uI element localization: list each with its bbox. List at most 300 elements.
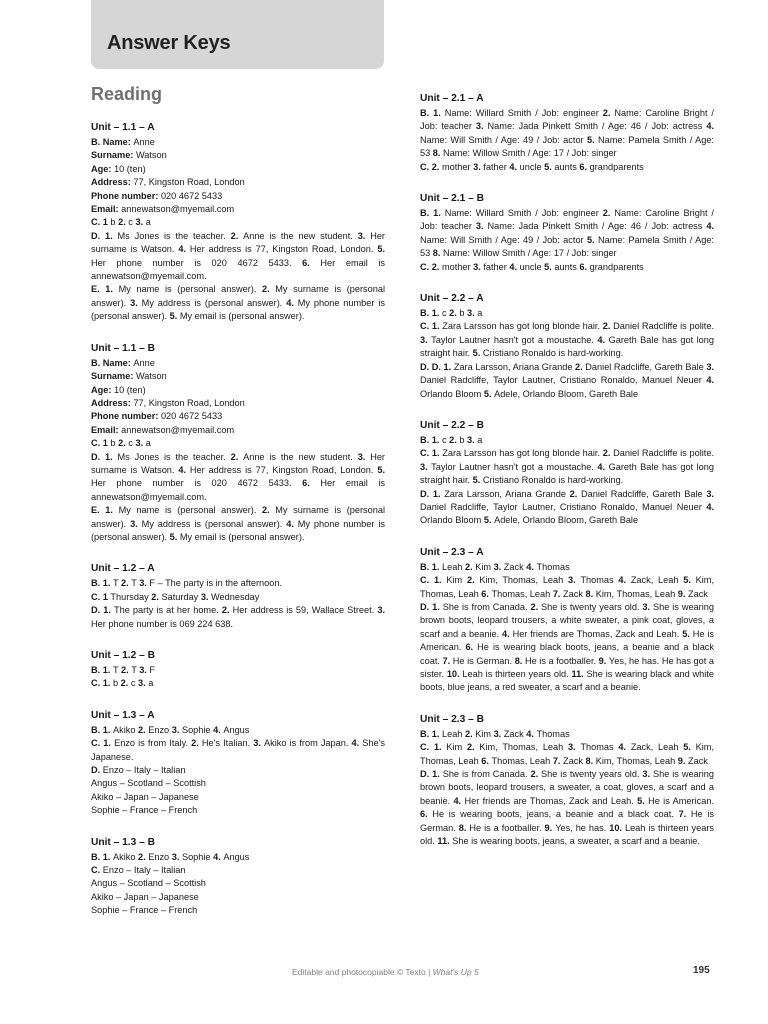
answer-line xyxy=(420,601,714,695)
answer-line xyxy=(91,877,385,890)
answer-label: 3. xyxy=(642,769,653,780)
answer-label: 4. xyxy=(178,244,190,255)
answer-label: B. 1. xyxy=(420,208,445,219)
answer-text: The party is at her home. xyxy=(114,605,222,616)
answer-text: c xyxy=(128,217,136,228)
answer-label: 9. xyxy=(677,588,688,599)
answer-label: 5. xyxy=(683,575,696,586)
answer-label: 7. xyxy=(552,588,564,599)
answer-label: 6. xyxy=(302,257,321,268)
answer-text: Her address is 77, Kingston Road, London. xyxy=(189,464,378,475)
answer-text: She is wearing brown boots, leopard trousers, a white sweater, a pink coat, gloves, a scarf and a beanie. xyxy=(420,601,714,639)
unit-block xyxy=(91,342,385,545)
answer-label: 3. xyxy=(200,591,212,602)
answer-text: 77, Kingston Road, London xyxy=(133,397,245,408)
answer-label: B. 1. xyxy=(91,724,113,735)
footer-prefix: Editable and photocopiable © Texto | xyxy=(292,967,433,977)
answer-text: She is twenty years old. xyxy=(541,769,643,780)
answer-text: Adele, Orlando Bloom, Gareth Bale xyxy=(494,515,639,526)
answer-text: Cristiano Ronaldo is hard-working. xyxy=(482,348,624,359)
answer-text: Sophie xyxy=(181,724,214,735)
answer-label: 11. xyxy=(437,836,453,847)
answer-label: B. 1. xyxy=(91,665,113,675)
answer-label: Phone number: xyxy=(91,411,161,422)
answer-label: D. 1. xyxy=(420,601,443,612)
answer-text: Name: Jada Pinkett Smith / Age: 46 / Job: actress xyxy=(487,121,707,132)
answer-label: 5. xyxy=(586,234,598,245)
answer-label: Phone number: xyxy=(91,190,161,201)
answer-line xyxy=(420,161,714,174)
answer-text: My email is (personal answer). xyxy=(179,531,305,542)
answer-text: Her address is 59, Wallace Street. xyxy=(232,605,378,616)
answer-label: 4. xyxy=(706,121,714,132)
answer-text: Thomas xyxy=(536,728,570,739)
answer-label: 4. xyxy=(618,575,631,586)
answer-text: F – The party is in the afternoon. xyxy=(149,578,283,589)
answer-label: 6. xyxy=(420,809,433,820)
answer-label: 2. xyxy=(118,217,129,228)
answer-line xyxy=(91,216,385,229)
answer-text: annewatson@myemail.com xyxy=(121,424,235,435)
answer-text: Ms Jones is the teacher. xyxy=(117,451,231,462)
answer-label: 3. xyxy=(642,601,653,612)
answer-text: Kim, Thomas, Leah xyxy=(420,742,715,766)
answer-label: B. Name: xyxy=(91,357,134,368)
answer-text: Kim xyxy=(475,728,494,739)
answer-text: Zack xyxy=(503,728,527,739)
answer-text: Gareth Bale has got long straight hair. xyxy=(420,461,715,486)
answer-text: Zara Larsson has got long blonde hair. xyxy=(442,448,603,459)
answer-text: Angus – Scotland – Scottish xyxy=(91,878,206,889)
unit-heading: Unit – 2.3 – B xyxy=(420,713,484,725)
answer-label: 10. xyxy=(446,669,463,679)
answer-text: Enzo xyxy=(148,724,172,735)
answer-label: 4. xyxy=(453,795,465,806)
answer-text: Orlando Bloom xyxy=(420,515,484,526)
answer-text: T xyxy=(112,578,121,589)
answer-text: Akiko xyxy=(112,724,138,735)
answer-line xyxy=(91,504,385,544)
answer-text: Leah is thirteen years old. xyxy=(462,669,572,679)
answer-text: Kim xyxy=(446,575,467,586)
answer-text: She is from Canada. xyxy=(442,769,531,780)
answer-text: Thomas xyxy=(580,575,619,586)
answer-label: C. 1. xyxy=(420,575,447,586)
answer-line xyxy=(91,604,385,631)
answer-text: Anne xyxy=(133,137,155,147)
answer-text: a xyxy=(145,438,151,449)
answer-label: 8. xyxy=(458,822,470,833)
unit-block xyxy=(91,836,385,918)
answer-line xyxy=(91,163,385,176)
answer-label: B. Name: xyxy=(91,137,134,147)
answer-text: Leah xyxy=(441,561,465,572)
answer-label: 4. xyxy=(213,851,224,862)
answer-label: 3. xyxy=(135,217,146,228)
answer-label: 2. xyxy=(602,108,615,118)
answer-label: Address: xyxy=(91,397,134,408)
answer-label: 2. xyxy=(191,738,202,749)
answer-label: 3. xyxy=(568,575,581,586)
answer-text: Kim xyxy=(475,561,494,572)
answer-text: Name: Willard Smith / Job: engineer xyxy=(444,108,603,118)
answer-text: b xyxy=(459,308,468,319)
answer-text: Her phone number is 069 224 638. xyxy=(91,618,233,629)
answer-text: father xyxy=(483,261,510,272)
page-number: 195 xyxy=(693,965,710,976)
answer-text: c xyxy=(441,434,450,445)
answer-label: 4. xyxy=(509,161,520,172)
answer-text: Wednesday xyxy=(211,591,260,602)
answer-text: Sophie – France – French xyxy=(91,805,198,816)
answer-text: Zack, Leah xyxy=(630,575,684,586)
answer-label: 2. xyxy=(466,575,480,586)
unit-block xyxy=(420,92,714,174)
answer-text: Zara Larsson has got long blonde hair. xyxy=(442,321,603,332)
answer-label: 3. xyxy=(138,678,149,689)
answer-label: 3. xyxy=(135,438,146,449)
answer-line xyxy=(91,724,385,737)
answer-text: c xyxy=(441,308,450,319)
answer-label: Age: xyxy=(91,384,114,395)
answer-text: Yes, he has. He has got a sister. xyxy=(420,655,715,679)
answer-text: b xyxy=(112,678,121,689)
answer-label: 2. xyxy=(261,505,276,516)
answer-line xyxy=(91,677,385,690)
answer-line xyxy=(420,574,714,601)
answer-line xyxy=(420,207,714,261)
answer-label: 3. xyxy=(568,742,581,753)
answer-text: Gareth Bale has got long straight hair. xyxy=(420,334,715,359)
answer-text: Her phone number is 020 4672 5433. xyxy=(91,478,303,489)
answer-text: She is wearing brown boots, leopard trousers, a sweater, a coat, gloves, a scarf and a beanie. xyxy=(420,769,714,806)
answer-label: 3. xyxy=(420,461,432,472)
answer-label: C. 1. xyxy=(91,738,115,749)
answer-text: Leah is thirteen years old. xyxy=(420,822,715,847)
answer-label: D. 1. xyxy=(420,769,443,780)
answer-text: Taylor Lautner hasn't got a moustache. xyxy=(431,334,598,345)
answer-label: 5. xyxy=(472,348,483,359)
answer-label: 3. xyxy=(493,561,504,572)
answer-label: 2. xyxy=(602,448,614,459)
answer-label: 3. xyxy=(706,488,714,499)
answer-label: 2. xyxy=(464,561,476,572)
answer-line xyxy=(91,851,385,864)
answer-line xyxy=(91,370,385,383)
answer-text: b xyxy=(110,217,119,228)
answer-text: Thomas, Leah xyxy=(491,588,553,599)
answer-label: C. 1. xyxy=(420,742,447,753)
answer-text: T xyxy=(131,665,140,675)
answer-label: Surname: xyxy=(91,150,136,161)
answer-line xyxy=(91,577,385,590)
answer-label: 3. xyxy=(139,665,150,675)
answer-label: 4. xyxy=(597,461,609,472)
answer-label: 9. xyxy=(598,655,609,666)
answer-label: 2. xyxy=(575,361,586,372)
answer-text: Her surname is Watson. xyxy=(91,230,385,255)
unit-heading: Unit – 2.1 – B xyxy=(420,193,484,205)
unit-block xyxy=(91,562,385,631)
answer-text: Adele, Orlando Bloom, Gareth Bale xyxy=(494,388,639,399)
answer-text: Watson xyxy=(135,150,167,161)
answer-label: 2. xyxy=(602,321,614,332)
answer-line xyxy=(91,357,385,370)
answer-text: Name: Willow Smith / Age: 17 / Job: singer xyxy=(443,148,617,159)
answer-text: She is wearing black and white boots, blue jeans, a red sweater, a scarf and a beanie. xyxy=(420,669,714,693)
answer-label: E. 1. xyxy=(91,284,119,295)
answer-text: Anne is the new student. xyxy=(243,451,358,462)
answer-text: Angus – Scotland – Scottish xyxy=(91,778,206,789)
answer-text: uncle xyxy=(519,161,545,172)
answer-label: 8. xyxy=(514,655,525,666)
answer-line xyxy=(91,190,385,203)
answer-label: Email: xyxy=(91,204,122,215)
answer-text: He is American. xyxy=(420,628,714,653)
answer-text: Sophie – France – French xyxy=(91,905,198,916)
answer-text: b xyxy=(459,434,468,445)
left-column xyxy=(91,121,385,918)
unit-heading: Unit – 2.2 – A xyxy=(420,293,484,305)
answer-label: B. 1. xyxy=(91,578,113,589)
answer-label: 4. xyxy=(706,375,714,386)
answer-text: Angus xyxy=(223,724,250,735)
answer-label: 2. xyxy=(449,308,460,319)
answer-label: C. 1. xyxy=(420,448,443,459)
answer-label: B. 1. xyxy=(91,851,113,862)
answer-text: Anne xyxy=(133,357,155,368)
answer-label: Address: xyxy=(91,177,134,188)
section-heading-reading: Reading xyxy=(91,84,163,104)
answer-text: Thomas, Leah xyxy=(491,755,553,766)
unit-heading: Unit – 1.2 – A xyxy=(91,563,155,575)
answer-text: Her friends are Thomas, Zack and Leah. xyxy=(464,795,638,806)
answer-text: Taylor Lautner hasn't got a moustache. xyxy=(431,461,598,472)
answer-text: Enzo xyxy=(148,851,172,862)
answer-label: D. 1. xyxy=(91,605,114,616)
answer-text: Akiko is from Japan. xyxy=(264,738,352,749)
answer-label: 2. xyxy=(230,230,244,241)
answer-label: 5. xyxy=(683,742,696,753)
unit-heading: Unit – 1.3 – B xyxy=(91,836,155,848)
answer-text: Daniel Radcliffe, Gareth Bale xyxy=(585,361,707,372)
answer-text: Akiko – Japan – Japanese xyxy=(91,791,199,802)
answer-label: B. 1. xyxy=(420,728,442,739)
answer-text: uncle xyxy=(519,261,545,272)
answer-label: 2. xyxy=(530,769,542,780)
answer-text: Name: Jada Pinkett Smith / Age: 46 / Job: actress xyxy=(487,221,707,232)
answer-line xyxy=(91,764,385,777)
unit-block xyxy=(91,649,385,691)
answer-label: 4. xyxy=(286,297,298,308)
answer-text: a xyxy=(148,678,154,689)
answer-text: Her phone number is 020 4672 5433. xyxy=(91,257,303,268)
answer-text: grandparents xyxy=(589,161,644,172)
answer-line xyxy=(91,437,385,450)
answer-label: 4. xyxy=(706,221,714,232)
answer-label: 4. xyxy=(351,738,363,749)
answer-label: 6. xyxy=(465,642,478,653)
answer-line xyxy=(91,203,385,216)
right-column xyxy=(420,92,714,848)
answer-line xyxy=(420,728,714,741)
answer-label: 5. xyxy=(483,515,495,526)
answer-text: My surname is (personal answer). xyxy=(91,284,386,308)
answer-line xyxy=(420,768,714,848)
answer-label: 7. xyxy=(442,655,453,666)
answer-text: My surname is (personal answer). xyxy=(91,505,386,529)
answer-text: Enzo – Italy – Italian xyxy=(102,865,186,876)
answer-text: Name: Caroline Bright / Job: teacher xyxy=(420,208,714,232)
answer-text: She is twenty years old. xyxy=(541,601,643,612)
answer-label: 3. xyxy=(357,230,371,241)
answer-label: 8. xyxy=(585,588,596,599)
answer-text: a xyxy=(477,434,483,445)
answer-label: C. 1 xyxy=(91,591,111,602)
answer-label: C. 1 xyxy=(91,438,111,449)
answer-label: D. 1. xyxy=(91,451,118,462)
answer-text: c xyxy=(128,438,136,449)
answer-label: 8. xyxy=(432,248,443,259)
answer-label: 11. xyxy=(571,669,587,679)
answer-text: Her address is 77, Kingston Road, London. xyxy=(189,244,378,255)
answer-label: 4. xyxy=(509,261,520,272)
answer-label: 2. xyxy=(221,605,233,616)
answer-text: Sophie xyxy=(181,851,214,862)
answer-label: 3. xyxy=(473,161,484,172)
answer-label: 2. xyxy=(464,728,476,739)
answer-text: F xyxy=(149,665,156,675)
answer-label: 4. xyxy=(526,561,537,572)
answer-line xyxy=(420,488,714,528)
answer-label: 2. xyxy=(230,451,244,462)
answer-text: father xyxy=(483,161,510,172)
answer-text: a xyxy=(145,217,151,228)
footer-credit xyxy=(292,967,479,977)
answer-text: He is German. xyxy=(452,655,515,666)
answer-label: 3. xyxy=(706,361,714,372)
answer-text: My name is (personal answer). xyxy=(118,505,262,516)
answer-text: Kim, Thomas, Leah xyxy=(595,588,678,599)
answer-text: Daniel Radcliffe, Taylor Lautner, Cristiano Ronaldo, Manuel Neuer xyxy=(420,501,707,512)
unit-block xyxy=(420,292,714,401)
answer-text: Name: Will Smith / Age: 49 / Job: actor xyxy=(420,134,587,145)
answer-text: Cristiano Ronaldo is hard-working. xyxy=(482,475,624,486)
answer-text: Thomas xyxy=(580,742,619,753)
answer-label: Surname: xyxy=(91,371,136,382)
answer-line xyxy=(91,410,385,423)
answer-text: Zara Larsson, Ariana Grande xyxy=(453,361,576,372)
answer-text: She's Japanese. xyxy=(91,738,385,762)
answer-text: My address is (personal answer). xyxy=(141,297,287,308)
answer-text: c xyxy=(130,678,139,689)
answer-text: My phone number is (personal answer). xyxy=(91,518,385,542)
answer-text: Akiko xyxy=(112,851,138,862)
answer-text: Daniel Radcliffe is polite. xyxy=(613,321,714,332)
answer-text: aunts xyxy=(554,261,580,272)
answer-label: 7. xyxy=(678,809,691,820)
answer-label: 2. xyxy=(449,434,460,445)
answer-label: 7. xyxy=(552,755,564,766)
answer-text: Orlando Bloom xyxy=(420,388,484,399)
answer-text: Leah xyxy=(441,728,465,739)
answer-label: 2. xyxy=(151,591,162,602)
answer-text: Zack xyxy=(687,755,708,766)
answer-text: Her surname is Watson. xyxy=(91,451,385,475)
answer-label: 2. xyxy=(466,742,480,753)
unit-heading: Unit – 1.1 – A xyxy=(91,122,155,133)
answer-text: annewatson@myemail.com xyxy=(121,204,235,215)
answer-line xyxy=(420,361,714,401)
answer-label: 6. xyxy=(481,588,492,599)
answer-label: B. 1. xyxy=(420,434,442,445)
answer-label: 6. xyxy=(579,261,590,272)
unit-block xyxy=(420,192,714,274)
answer-label: 5. xyxy=(377,464,385,475)
answer-label: 3. xyxy=(130,518,142,529)
answer-line xyxy=(420,561,714,574)
answer-line xyxy=(91,451,385,505)
answer-line xyxy=(91,804,385,817)
answer-line xyxy=(91,904,385,917)
answer-label: Email: xyxy=(91,424,122,435)
answer-label: 3. xyxy=(171,851,182,862)
answer-line xyxy=(91,737,385,764)
answer-label: D. 1. xyxy=(420,488,445,499)
answer-line xyxy=(91,864,385,877)
answer-line xyxy=(91,791,385,804)
answer-text: 10 (ten) xyxy=(113,163,146,174)
answer-line xyxy=(420,261,714,274)
answer-label: 4. xyxy=(178,464,190,475)
footer-book-title: What's Up 5 xyxy=(432,967,479,977)
answer-text: Her email is annewatson@myemail.com. xyxy=(91,257,386,282)
answer-line xyxy=(420,434,714,447)
answer-label: 5. xyxy=(586,134,598,145)
answer-text: He is wearing boots, jeans, a beanie and a black coat. xyxy=(432,809,679,820)
answer-label: Age: xyxy=(91,163,114,174)
answer-text: Zack xyxy=(563,755,586,766)
answer-text: He is American. xyxy=(648,795,714,806)
unit-block xyxy=(420,419,714,528)
answer-text: Zack xyxy=(503,561,527,572)
answer-label: 4. xyxy=(286,518,298,529)
answer-label: 8. xyxy=(432,148,443,159)
answer-label: 2. xyxy=(569,488,581,499)
answer-text: Daniel Radcliffe is polite. xyxy=(613,448,714,459)
answer-text: mother xyxy=(441,261,474,272)
answer-label: 6. xyxy=(579,161,590,172)
unit-heading: Unit – 1.2 – B xyxy=(91,650,155,661)
answer-label: 5. xyxy=(544,161,555,172)
answer-label: C. xyxy=(91,865,103,876)
answer-text: Daniel Radcliffe, Gareth Bale xyxy=(581,488,707,499)
answer-label: 3. xyxy=(130,297,142,308)
answer-label: 3. xyxy=(357,451,371,462)
answer-text: aunts xyxy=(554,161,580,172)
answer-text: Name: Willard Smith / Job: engineer xyxy=(444,208,603,219)
unit-heading: Unit – 2.3 – A xyxy=(420,546,484,558)
answer-text: Kim xyxy=(446,742,467,753)
answer-text: Ms Jones is the teacher. xyxy=(117,230,231,241)
answer-label: 9. xyxy=(677,755,688,766)
answer-label: 3. xyxy=(475,221,488,232)
answer-line xyxy=(91,136,385,149)
answer-line xyxy=(420,320,714,360)
answer-text: Zack xyxy=(563,588,586,599)
unit-block xyxy=(420,713,714,849)
unit-block xyxy=(420,546,714,695)
